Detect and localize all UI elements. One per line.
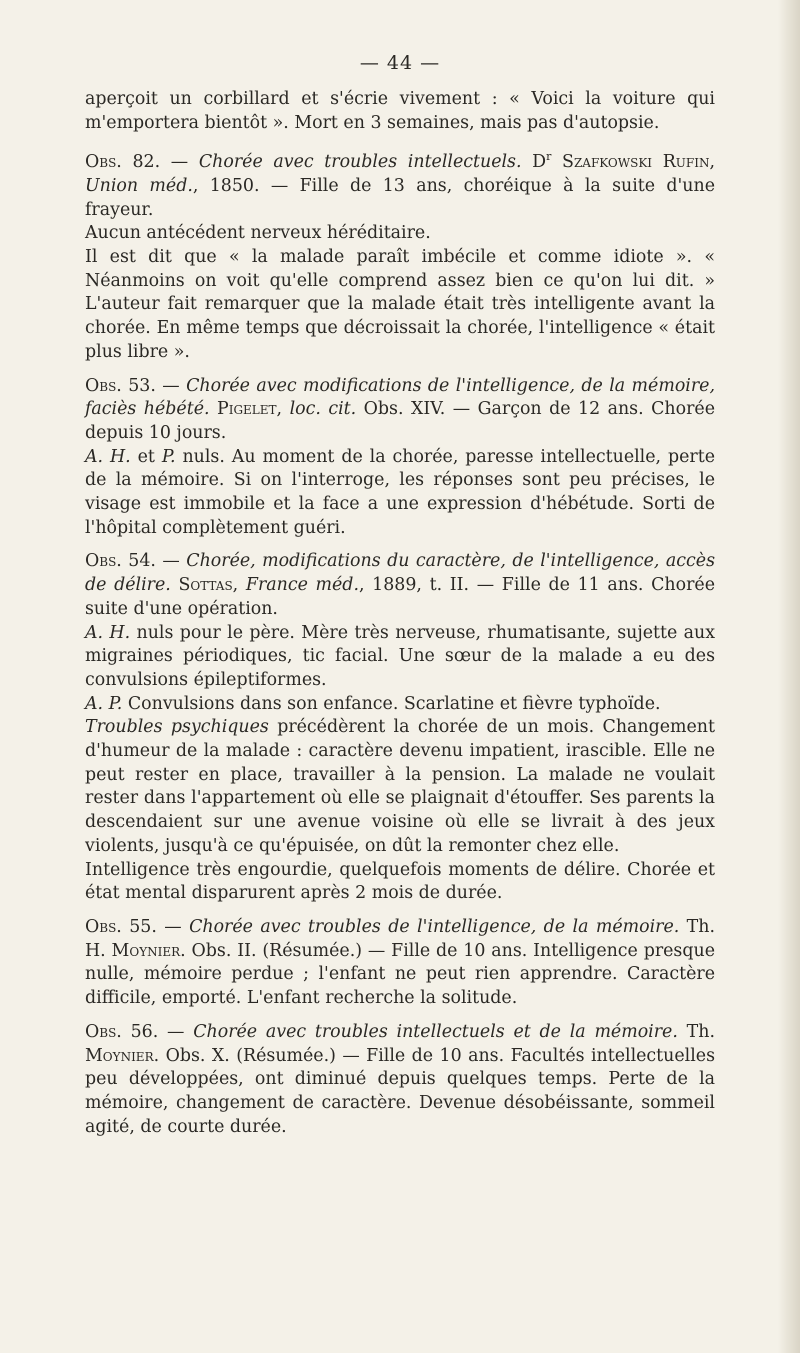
text-run: Pigelet [209,399,277,420]
observation-54-psychic-troubles [85,716,715,858]
paragraph-continuation [85,88,715,135]
text-run: Moynier [85,1045,154,1066]
text-run: . Obs. II. (Résumée.) — Fille de 10 ans. Intelligence presque nulle, mémoire perdue ; l'enfant ne peut rien apprendre. Caractère difficile, emporté. L'enfant recherche la solitude. [85,940,715,1009]
observation-55-heading [85,916,715,1011]
text-run: — [158,1021,194,1042]
text-run: A. H. [85,446,131,467]
text-run: P. [161,446,176,467]
text-run: Moynier [111,940,181,961]
observation-53-description [85,446,715,541]
observation-56-heading [85,1021,715,1140]
text-run: , [232,575,246,596]
observation-54-heading [85,550,715,621]
text-run: Chorée avec troubles intellectuels. [198,152,522,173]
text-run: Obs. XIV. — Garçon de 12 ans. Chorée depuis 10 jours. [85,399,715,443]
page-edge-shadow [778,0,800,1353]
text-run: Chorée, modifications du caractère, de l'intelligence, accès de délire. [85,551,715,596]
text-run: Chorée avec troubles de l'intelligence, de la mémoire. [189,917,680,937]
text-run: Obs. 56. [85,1021,159,1042]
text-run: Obs. 55. [85,917,157,937]
text-run: Th. H. [85,917,715,961]
text-run: nuls pour le père. Mère très nerveuse, rhumatisante, sujette aux migraines périodiques, tic facial. Une sœur de la malade a eu des convulsions épileptiformes. [85,622,715,690]
text-run: et [130,446,162,467]
text-run: France méd. [245,575,359,596]
text-run: aperçoit un corbillard et s'écrie vivement : « Voici la voiture qui m'emportera bientôt ». Mort en 3 semaines, mais pas d'autopsie. [85,89,715,133]
text-run: Il est dit que « la malade paraît imbécile et comme idiote ». « Néanmoins on voit qu'elle comprend assez bien ce qu'on lui dit. » L'auteur fait remarquer que la malade était très intelligente avant la chorée. En même temps que décroissait la chorée, l'intelligence « était plus libre ». [85,247,715,362]
observation-82-description [85,246,715,365]
observation-53-heading [85,375,715,446]
text-run: , [709,152,715,173]
observation-82-antecedents [85,222,715,246]
text-run: A. P. [85,693,123,714]
text-run: Sottas [170,575,233,596]
text-run: Union méd. [85,175,193,196]
text-run: r [546,150,552,164]
text-run: Obs. 53. [85,375,156,396]
text-run: Chorée avec troubles intellectuels et de la mémoire. [193,1021,678,1042]
text-run: — [155,551,187,572]
text-run: Th. [677,1021,715,1042]
text-run: précédèrent la chorée de un mois. Changement d'humeur de la malade : caractère devenu impatient, irascible. Elle ne peut rester en place, travailler à la pension. La malade ne voulait rester dans l'appartement où elle se plaignait d'étouffer. Ses parents la descendaient sur une avenue voisine où elle se livrait à des jeux violents, jusqu'à ce qu'épuisée, on dût la remonter chez elle. [85,717,715,856]
text-run: D [521,152,547,173]
observation-54-personal-history [85,693,715,717]
observation-82-heading [85,145,715,222]
text-run: . Obs. X. (Résumée.) — Fille de 10 ans. Facultés intellectuelles peu développées, ont diminué depuis quelques temps. Perte de la mémoire, changement de caractère. Devenue désobéissante, sommeil agité, de courte durée. [85,1045,715,1137]
text-run: nuls. Au moment de la chorée, paresse intellectuelle, perte de la mémoire. Si on l'interroge, les réponses sont peu précises, le visage est immobile et la face a une expression d'hébétude. Sorti de l'hôpital complètement guéri. [85,446,715,538]
text-run: Aucun antécédent nerveux héréditaire. [85,223,431,244]
text-run: , 1889, t. II. — Fille de 11 ans. Chorée suite d'une opération. [85,575,715,619]
text-run: Obs. 54. [85,551,156,572]
text-run: , [276,399,290,420]
text-run: Convulsions dans son enfance. Scarlatine et fièvre typhoïde. [122,693,661,714]
text-run: — [160,152,199,173]
text-run: — [156,917,190,937]
text-run: — [155,375,187,396]
page-number: — 44 — [359,52,441,74]
text-run: Chorée avec modifications de l'intelligence, de la mémoire, faciès hébété. [85,375,715,420]
text-run: Intelligence très engourdie, quelquefois moments de délire. Chorée et état mental disparurent après 2 mois de durée. [85,859,715,904]
text-run: Szafkowski Rufin [551,152,710,173]
text-run: A. H. [85,622,131,643]
observation-54-outcome [85,859,715,906]
text-run: Obs. 82. [85,152,161,173]
text-run: loc. cit. [289,399,357,420]
observation-54-family-history [85,622,715,693]
text-run: Troubles psychiques [85,717,269,738]
text-run: , 1850. — Fille de 13 ans, choréique à la suite d'une frayeur. [85,175,716,220]
text-block [85,88,715,1139]
